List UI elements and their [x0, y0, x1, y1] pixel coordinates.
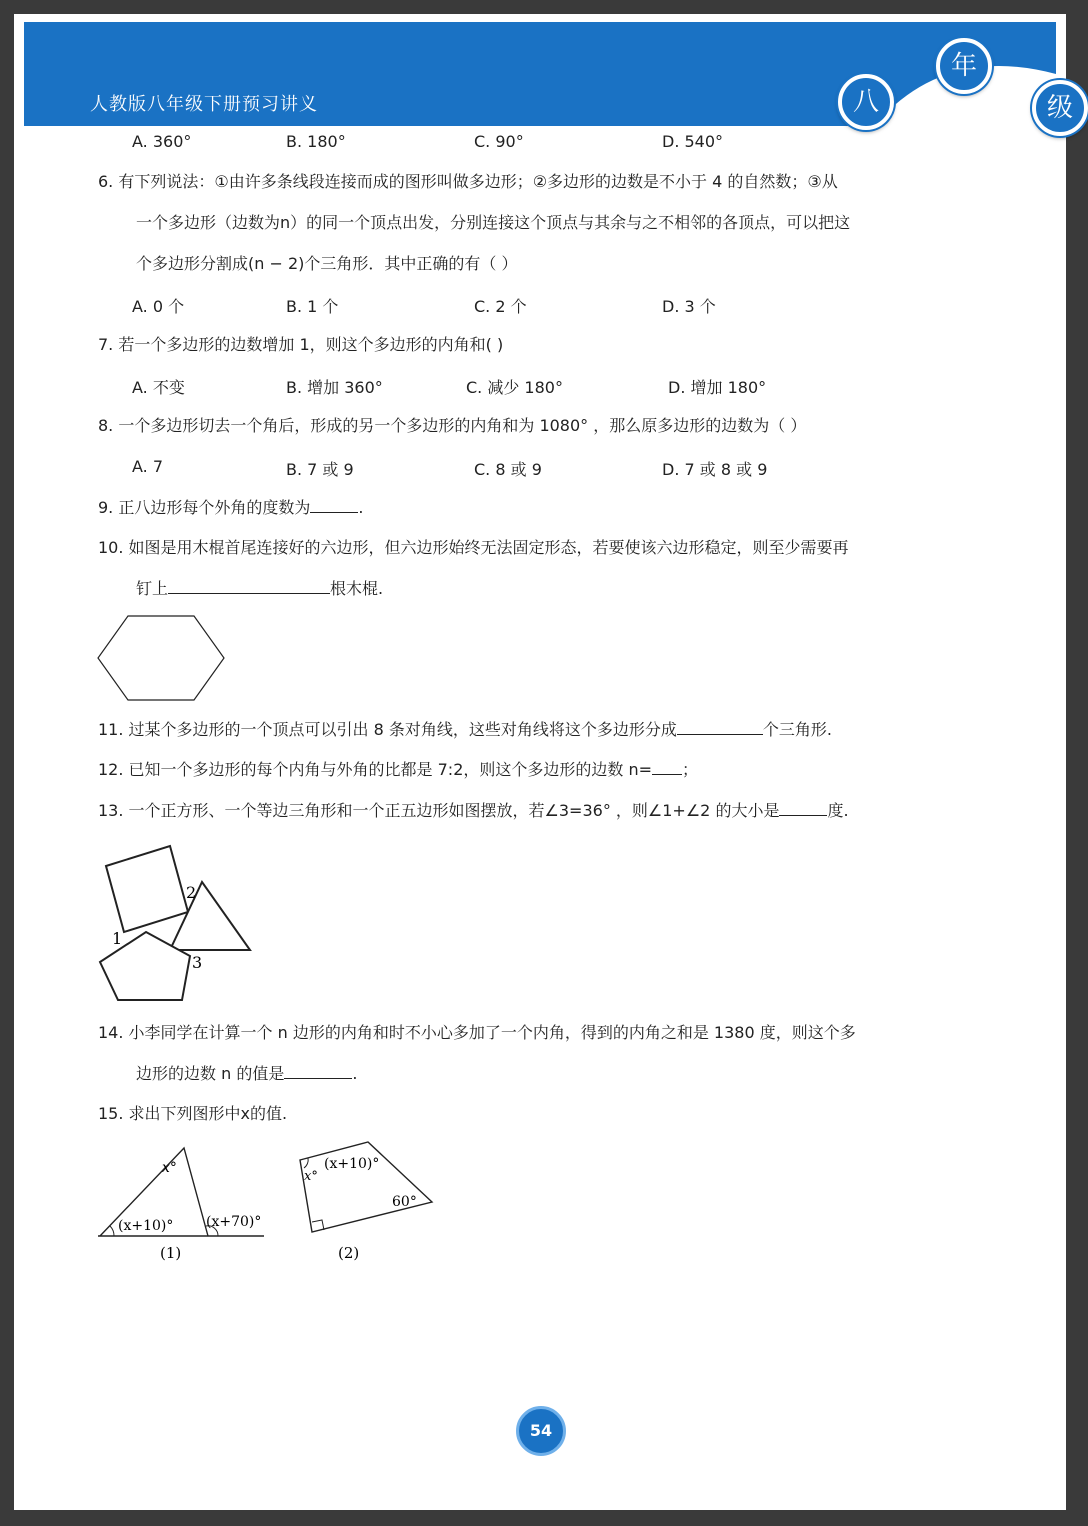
- q8-option-b: B. 7 或 9: [286, 460, 354, 479]
- fig2-label-right: 60°: [392, 1194, 417, 1210]
- q7-option-a: A. 不变: [132, 378, 185, 397]
- q7-option-b: B. 增加 360°: [286, 378, 383, 397]
- q8-option-a: A. 7: [132, 457, 164, 476]
- q15-line1: 15. 求出下列图形中x的值.: [98, 1104, 288, 1123]
- q6-line2: 一个多边形（边数为n）的同一个顶点出发，分别连接这个顶点与其余与之不相邻的各顶点，可以把这: [136, 213, 851, 232]
- q9-text: 9. 正八边形每个外角的度数为: [98, 498, 311, 517]
- fig2-label-left: x°: [304, 1169, 318, 1184]
- grade-badge-ji: 级: [1032, 80, 1088, 136]
- q10-line2: [136, 579, 383, 599]
- q10-text: 钉上: [136, 579, 169, 598]
- q11-answer-blank[interactable]: [677, 720, 763, 735]
- q14-end: .: [352, 1064, 358, 1083]
- angle-label-1: 1: [112, 929, 123, 948]
- grade-badge-ba: 八: [838, 74, 894, 130]
- q10-line1: 10. 如图是用木棍首尾连接好的六边形，但六边形始终无法固定形态，若要使该六边形稳定，则至少需要再: [98, 538, 849, 557]
- q11-text: 11. 过某个多边形的一个顶点可以引出 8 条对角线，这些对角线将这个多边形分成: [98, 720, 677, 739]
- q9-line: [98, 498, 363, 518]
- fig1-label-top: x°: [162, 1160, 177, 1176]
- fig2-caption: (2): [338, 1244, 360, 1262]
- q6-line3: 个多边形分割成(n − 2)个三角形．其中正确的有（ ）: [136, 254, 518, 273]
- q6-option-a: A. 0 个: [132, 297, 185, 316]
- q6-line1: 6. 有下列说法：①由许多条线段连接而成的图形叫做多边形；②多边形的边数是不小于 4 的自然数；③从: [98, 172, 838, 191]
- q14-text: 边形的边数 n 的值是: [136, 1064, 285, 1083]
- fig1-label-right: (x+70)°: [206, 1214, 262, 1230]
- q9-answer-blank[interactable]: [310, 498, 358, 513]
- header-arc-decoration: [14, 14, 1066, 144]
- hexagon-figure: [94, 614, 228, 702]
- q14-line2: [136, 1064, 357, 1084]
- fig2-label-top: (x+10)°: [324, 1156, 380, 1172]
- q5-option-a: A. 360°: [132, 132, 192, 151]
- q9-end: .: [358, 498, 364, 517]
- q11-line: [98, 720, 832, 740]
- q8-option-d: D. 7 或 8 或 9: [662, 460, 768, 479]
- q13-end: 度.: [827, 801, 849, 820]
- q7-line1: 7. 若一个多边形的边数增加 1，则这个多边形的内角和( ): [98, 335, 504, 354]
- q14-line1: 14. 小李同学在计算一个 n 边形的内角和时不小心多加了一个内角，得到的内角之和是 1380 度，则这个多: [98, 1023, 856, 1042]
- q12-answer-blank[interactable]: [652, 760, 682, 775]
- q11-end: 个三角形.: [762, 720, 832, 739]
- quadrilateral-figure: [296, 1134, 456, 1264]
- q5-option-b: B. 180°: [286, 132, 346, 151]
- q14-answer-blank[interactable]: [284, 1064, 352, 1079]
- q6-option-d: D. 3 个: [662, 297, 716, 316]
- q5-option-c: C. 90°: [474, 132, 524, 151]
- q6-option-c: C. 2 个: [474, 297, 527, 316]
- q7-option-d: D. 增加 180°: [668, 378, 767, 397]
- q12-text: 12. 已知一个多边形的每个内角与外角的比都是 7:2，则这个多边形的边数 n=: [98, 760, 653, 779]
- triangle-exterior-angle-figure: [94, 1134, 274, 1264]
- square-triangle-pentagon-figure: [94, 836, 274, 1008]
- q12-end: ；: [682, 760, 699, 779]
- q5-option-d: D. 540°: [662, 132, 724, 151]
- q7-option-c: C. 减少 180°: [466, 378, 563, 397]
- q13-answer-blank[interactable]: [779, 801, 827, 816]
- q8-option-c: C. 8 或 9: [474, 460, 542, 479]
- q10-answer-blank[interactable]: [168, 579, 330, 594]
- q12-line: [98, 760, 698, 780]
- q8-line1: 8. 一个多边形切去一个角后，形成的另一个多边形的内角和为 1080° ，那么原多边形的边数为（ ）: [98, 416, 807, 435]
- q6-option-b: B. 1 个: [286, 297, 339, 316]
- fig1-label-left: (x+10)°: [118, 1218, 174, 1234]
- grade-badge-nian: 年: [936, 38, 992, 94]
- q13-line: [98, 801, 849, 821]
- worksheet-page: [14, 14, 1073, 1510]
- q10-end: 根木棍.: [330, 579, 384, 598]
- q13-text: 13. 一个正方形、一个等边三角形和一个正五边形如图摆放，若∠3=36° ，则∠1+∠2 的大小是: [98, 801, 780, 820]
- header-title: 人教版八年级下册预习讲义: [90, 94, 318, 115]
- fig1-caption: (1): [160, 1244, 182, 1262]
- angle-label-3: 3: [192, 953, 203, 972]
- angle-label-2: 2: [186, 883, 197, 902]
- page-number-badge: 54: [516, 1406, 566, 1456]
